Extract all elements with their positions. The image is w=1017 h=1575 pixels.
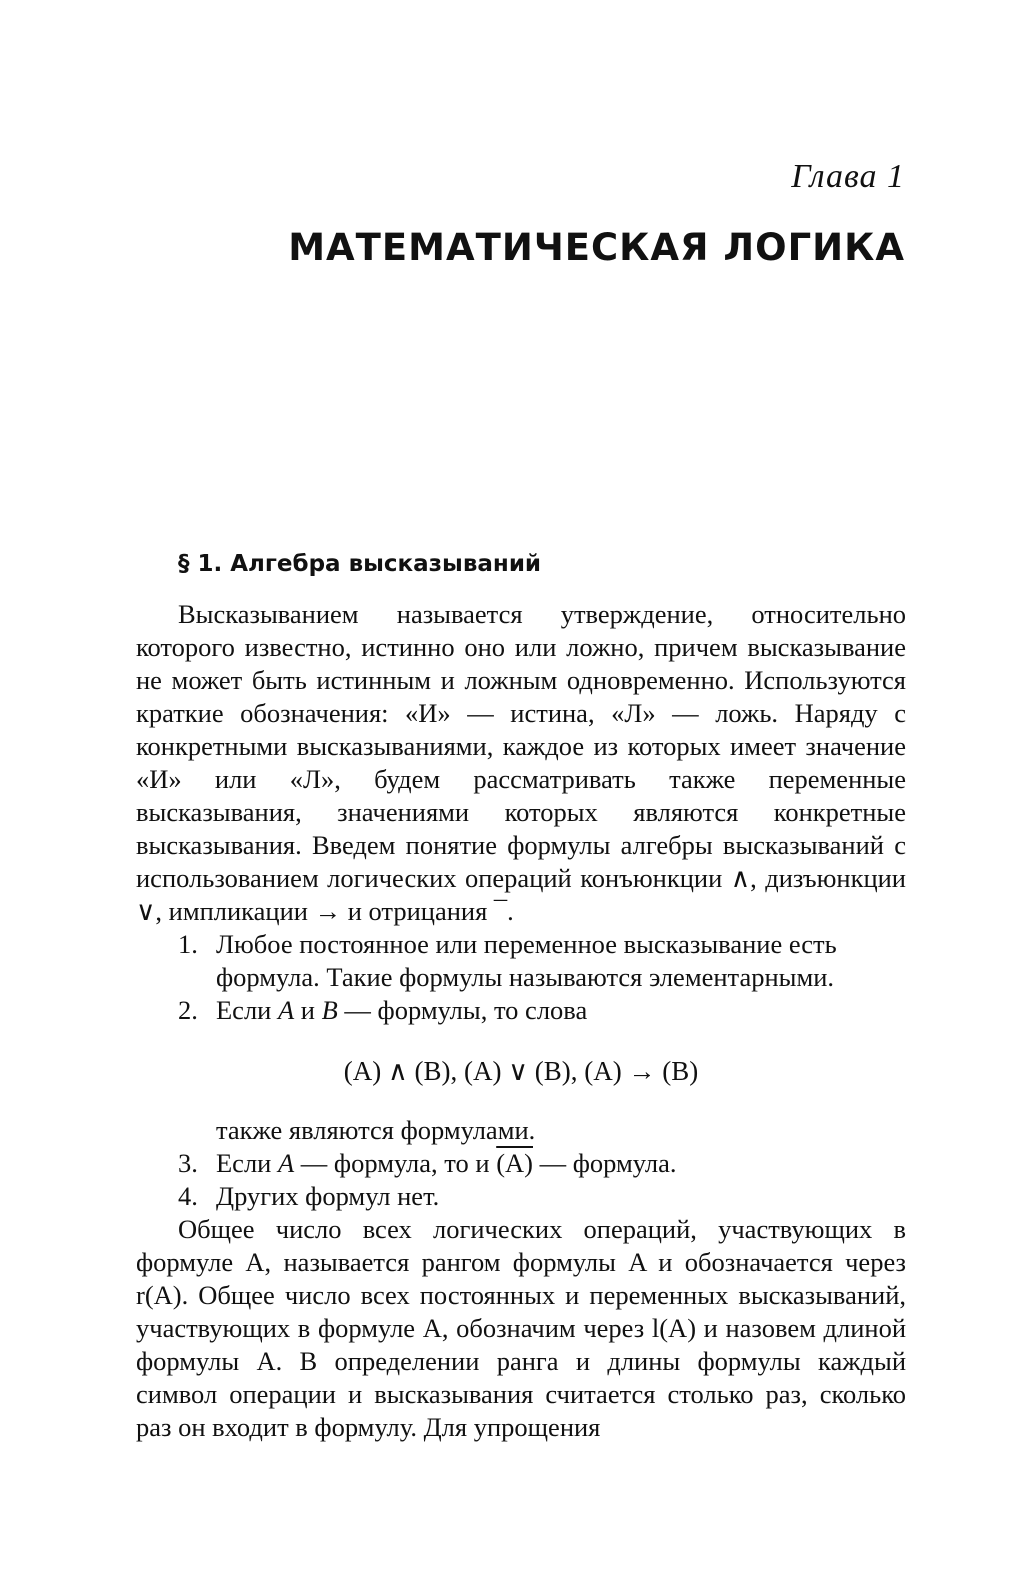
list-item-4 [136, 1180, 906, 1213]
list-text: Если A и B — формулы, то слова [216, 995, 588, 1025]
list-text: Любое постоянное или переменное высказывание есть формула. Такие формулы называются элементарными. [216, 929, 837, 992]
negated-formula: (A) [496, 1148, 533, 1178]
body-text [136, 598, 906, 1444]
list-number: 3. [178, 1148, 198, 1178]
list-number: 2. [178, 995, 198, 1025]
list-number: 1. [178, 929, 198, 959]
chapter-title: МАТЕМАТИЧЕСКАЯ ЛОГИКА [288, 226, 905, 269]
display-formula: (A) ∧ (B), (A) ∨ (B), (A) → (B) [343, 1056, 699, 1086]
list-text: Других формул нет. [216, 1181, 440, 1211]
list-number: 4. [178, 1181, 198, 1211]
list-text: Если A — формула, то и (A) — формула. [216, 1148, 677, 1178]
section-title: § 1. Алгебра высказываний [178, 551, 542, 577]
closing-paragraph: Общее число всех логических операций, участвующих в формуле A, называется рангом формулы A и обозначается через r(A). Общее число всех постоянных и переменных высказываний, участвующих в формуле A, обозначим через l(A) и назовем длиной формулы A. В определении ранга и длины формулы каждый символ операции и высказывания считается столько раз, сколько раз он входит в формулу. Для упрощения [136, 1214, 906, 1442]
list-item-2-continuation: также являются формулами. [216, 1115, 536, 1145]
list-item-2 [136, 994, 906, 1027]
list-item-1 [136, 928, 906, 994]
intro-paragraph: Высказыванием называется утверждение, относительно которого известно, истинно оно или ложно, причем высказывание не может быть истинным и ложным одновременно. Используются краткие обозначения: «И» — истина, «Л» — ложь. Наряду с конкретными высказываниями, каждое из которых имеет значение «И» или «Л», будем рассматривать также переменные высказывания, значениями которых являются конкретные высказывания. Введем понятие формулы алгебры высказываний с использованием логических операций конъюнкции ∧, дизъюнкции ∨, импликации → и отрицания ¯. [136, 599, 906, 926]
chapter-label: Глава 1 [791, 158, 905, 195]
list-item-3 [136, 1147, 906, 1180]
